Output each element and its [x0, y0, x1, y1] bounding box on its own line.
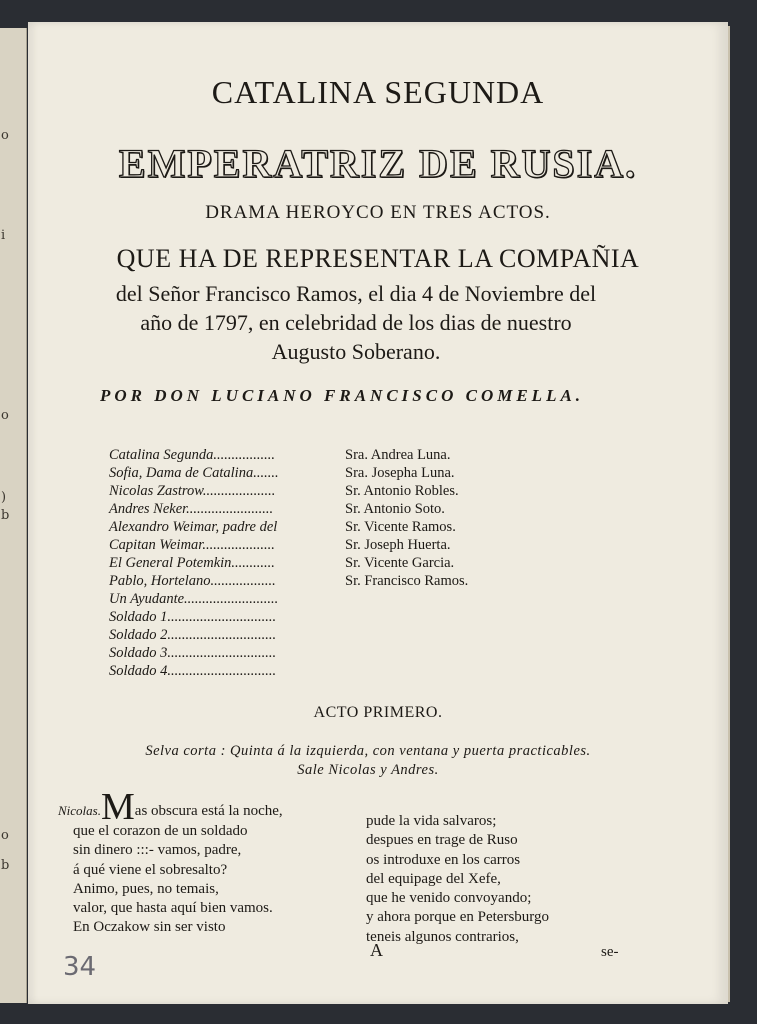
verse-column-right — [366, 812, 549, 947]
cast-actor: Sra. Andrea Luna. — [345, 447, 451, 463]
performance-details — [56, 279, 656, 366]
facing-page-mark: ) — [1, 490, 7, 505]
author-line: POR DON LUCIANO FRANCISCO COMELLA. — [99, 386, 585, 405]
cast-actor: Sr. Joseph Huerta. — [345, 537, 451, 553]
cast-actor: Sr. Antonio Robles. — [345, 483, 459, 499]
verse-line: En Oczakow sin ser visto — [73, 919, 226, 936]
verse-column-left — [58, 786, 283, 938]
cast-row — [109, 447, 468, 465]
cast-row — [109, 573, 468, 591]
verse-line: despues en trage de Ruso — [366, 832, 518, 849]
cast-row — [109, 645, 468, 663]
facing-page-edge — [0, 28, 27, 1003]
cast-row — [109, 591, 468, 609]
verse-line: os introduxe en los carros — [366, 851, 521, 868]
verse-line: valor, que hasta aquí bien vamos. — [73, 900, 273, 917]
scene-direction — [48, 742, 688, 780]
verse-line: del equipage del Xefe, — [366, 870, 501, 887]
cast-role: Soldado 3.............................. — [109, 645, 277, 661]
cast-row — [109, 465, 468, 483]
cast-role: Sofia, Dama de Catalina....... — [109, 465, 279, 481]
cast-actor: Sr. Francisco Ramos. — [345, 573, 469, 589]
cast-actor: Sr. Antonio Soto. — [345, 501, 445, 517]
verse-line: á qué viene el sobresalto? — [73, 861, 228, 878]
act-heading: ACTO PRIMERO. — [313, 704, 443, 721]
cast-actor: Sr. Vicente Ramos. — [345, 519, 456, 535]
scene-line-1: Selva corta : Quinta á la izquierda, con ventana y puerta practicables. — [145, 743, 591, 759]
cast-role: Andres Neker........................ — [109, 501, 274, 517]
facing-page-mark: b — [1, 508, 10, 523]
facing-page-mark: i — [1, 228, 6, 243]
cast-actor: Sra. Josepha Luna. — [345, 465, 455, 481]
catchword: se- — [601, 944, 619, 960]
verse-line: y ahora porque en Petersburgo — [366, 909, 550, 926]
facing-page-mark: o — [1, 128, 9, 143]
verse-first-line — [58, 786, 283, 828]
cast-row — [109, 609, 468, 627]
cast-row — [109, 627, 468, 645]
verse-line: pude la vida salvaros; — [366, 813, 497, 829]
cast-row — [109, 519, 468, 537]
cast-role: Catalina Segunda................. — [109, 447, 275, 463]
scene-line-2: Sale Nicolas y Andres. — [297, 762, 439, 778]
cast-role: Pablo, Hortelano.................. — [109, 573, 276, 589]
title-line-2: EMPERATRIZ DE RUSIA. — [118, 141, 638, 186]
pencil-page-number: 34 — [63, 952, 97, 982]
cast-role: Alexandro Weimar, padre del — [109, 519, 278, 535]
subtitle-drama: DRAMA HEROYCO EN TRES ACTOS. — [205, 202, 551, 223]
cast-role: Soldado 1.............................. — [109, 609, 277, 625]
verse-line: teneis algunos contrarios, — [366, 928, 519, 945]
cast-actor: Sr. Vicente Garcia. — [345, 555, 455, 571]
verse-line: que he venido convoyando; — [366, 890, 532, 907]
verse-line: sin dinero :::- vamos, padre, — [73, 842, 242, 859]
speaker-name: Nicolas. — [58, 803, 101, 818]
performance-line-1: del Señor Francisco Ramos, el dia 4 de Noviembre del — [115, 281, 597, 306]
cast-role: El General Potemkin............ — [109, 555, 275, 571]
signature-mark: A — [370, 940, 383, 960]
book-page — [28, 22, 728, 1004]
cast-row — [109, 537, 468, 555]
cast-role: Nicolas Zastrow.................... — [109, 483, 276, 499]
drop-cap: M — [100, 786, 135, 828]
cast-row — [109, 483, 468, 501]
title-line-1: CATALINA SEGUNDA — [211, 74, 545, 110]
cast-role: Soldado 4.............................. — [109, 663, 277, 679]
cast-row — [109, 663, 468, 681]
performance-line-3: Augusto Soberano. — [271, 339, 441, 364]
company-heading: QUE HA DE REPRESENTAR LA COMPAÑIA — [116, 244, 640, 273]
cast-role: Soldado 2.............................. — [109, 627, 277, 643]
cast-role: Capitan Weimar.................... — [109, 537, 275, 553]
verse-line: Animo, pues, no temais, — [73, 880, 219, 897]
facing-page-mark: o — [1, 408, 9, 423]
verse-line: que el corazon de un soldado — [73, 823, 248, 839]
facing-page-mark: o — [1, 828, 9, 843]
cast-row — [109, 501, 468, 519]
performance-line-2: año de 1797, en celebridad de los dias de nuestro — [140, 310, 572, 335]
cast-role: Un Ayudante.......................... — [109, 591, 279, 607]
cast-list — [109, 447, 468, 681]
cast-row — [109, 555, 468, 573]
facing-page-mark: b — [1, 858, 10, 873]
verse-line: as obscura está la noche, — [134, 803, 283, 819]
